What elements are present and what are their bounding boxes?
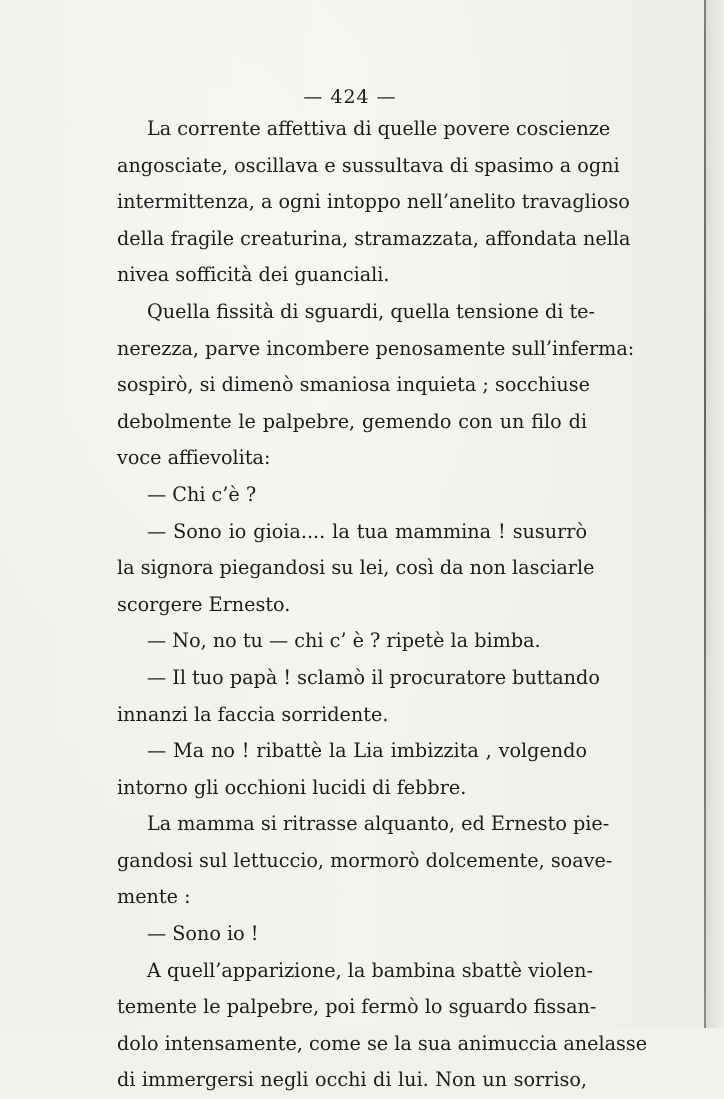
text-line: nivea sofficità dei guanciali.	[117, 263, 390, 287]
text-line: di immergersi negli occhi di lui. Non un sorriso,	[117, 1068, 587, 1092]
body-text	[117, 111, 648, 1099]
text-line: innanzi la faccia sorridente.	[117, 702, 389, 726]
text-line: intorno gli occhioni lucidi di febbre.	[117, 775, 467, 799]
text-line: temente le palpebre, poi fermò lo sguardo fissan-	[117, 995, 597, 1019]
text-line: intermittenza, a ogni intoppo nell’anelito travaglioso	[117, 190, 630, 214]
text-line: — Sono io gioia.... la tua mammina ! susurrò	[147, 519, 587, 543]
page-edge-shadow	[706, 0, 724, 1028]
text-line: gandosi sul lettuccio, mormorò dolcemente, soave-	[117, 848, 613, 872]
text-line: — Sono io !	[147, 922, 259, 946]
text-line: La corrente affettiva di quelle povere coscienze	[147, 117, 611, 140]
text-line: la signora piegandosi su lei, così da non lasciarle	[117, 556, 595, 580]
text-line: — Il tuo papà ! sclamò il procuratore buttando	[147, 665, 600, 689]
text-line: della fragile creaturina, stramazzata, affondata nella	[117, 226, 631, 250]
text-line: dolo intensamente, come se la sua animuccia anelasse	[117, 1031, 648, 1055]
text-line: — Ma no ! ribattè la Lia imbizzita , volgendo	[147, 739, 587, 763]
text-line: voce affievolita:	[117, 446, 271, 470]
text-line: — Chi c’è ?	[147, 482, 257, 506]
text-line: scorgere Ernesto.	[117, 592, 291, 616]
page-edge-line	[704, 0, 706, 1028]
text-line: La mamma si ritrasse alquanto, ed Ernesto pie-	[147, 812, 610, 836]
text-line: sospirò, si dimenò smaniosa inquieta ; socchiuse	[117, 373, 590, 397]
page-number: — 424 —	[303, 86, 397, 108]
text-line: nerezza, parve incombere penosamente sull’inferma:	[117, 336, 635, 360]
text-line: — No, no tu — chi c’ è ? ripetè la bimba.	[147, 629, 541, 653]
text-line: debolmente le palpebre, gemendo con un filo di	[117, 409, 587, 433]
text-line: mente :	[117, 885, 191, 909]
text-line: angosciate, oscillava e sussultava di spasimo a ogni	[117, 153, 620, 177]
text-line: A quell’apparizione, la bambina sbattè violen-	[147, 958, 593, 982]
text-line: Quella fissità di sguardi, quella tensione di te-	[147, 299, 596, 323]
